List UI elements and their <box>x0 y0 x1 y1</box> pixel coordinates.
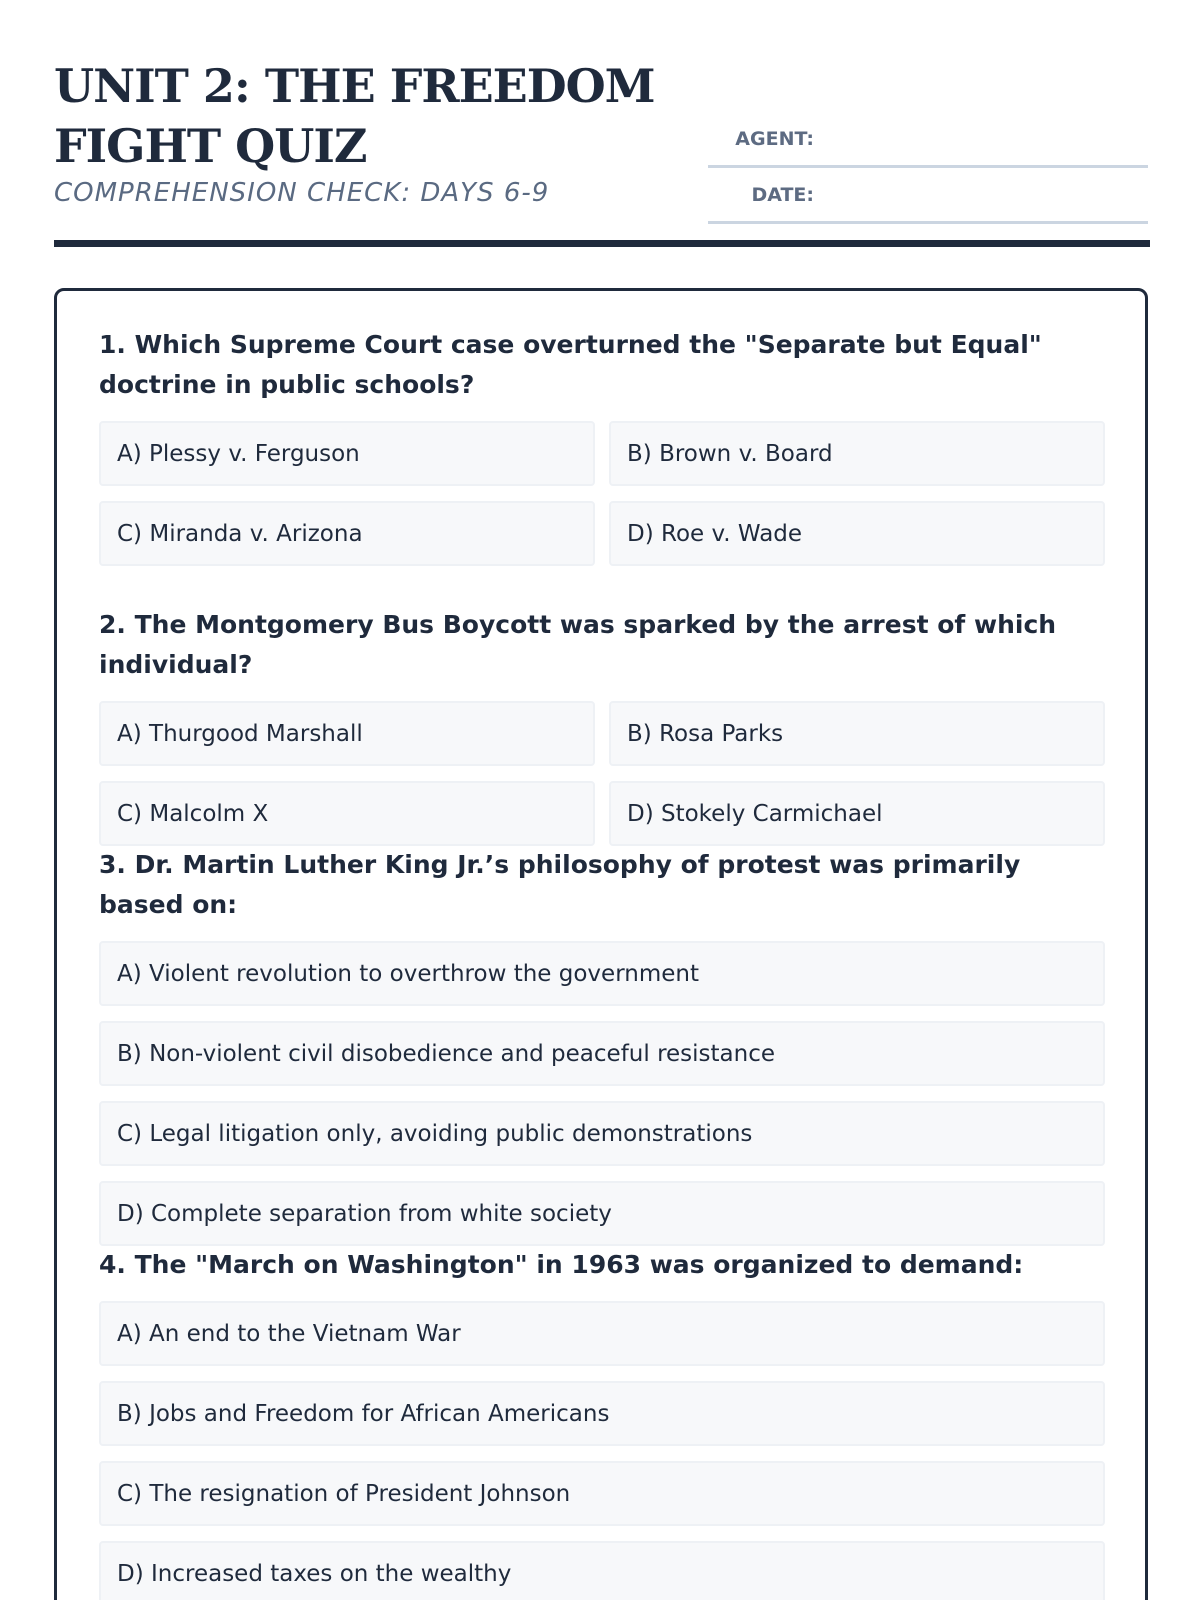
info-fields <box>708 112 1148 212</box>
answer-option[interactable]: B) Non-violent civil disobedience and peaceful resistance <box>99 1021 1105 1086</box>
answer-option[interactable]: C) Legal litigation only, avoiding public demonstrations <box>99 1101 1105 1166</box>
answer-option[interactable]: C) The resignation of President Johnson <box>99 1461 1105 1526</box>
answer-options <box>99 941 1103 1246</box>
question-text: 2. The Montgomery Bus Boycott was sparked by the arrest of which individual? <box>99 610 1057 679</box>
agent-label: AGENT: <box>735 128 814 150</box>
question-2 <box>99 605 1103 846</box>
agent-field[interactable] <box>708 112 1148 168</box>
question-text: 1. Which Supreme Court case overturned the "Separate but Equal" doctrine in public schools? <box>99 330 1042 399</box>
answer-options <box>99 1301 1103 1600</box>
answer-option[interactable]: B) Rosa Parks <box>609 701 1105 766</box>
question-3 <box>99 845 1103 1246</box>
answer-option[interactable]: A) Plessy v. Ferguson <box>99 421 595 486</box>
answer-option[interactable]: B) Brown v. Board <box>609 421 1105 486</box>
title-line-2: FIGHT QUIZ <box>54 119 367 173</box>
question-text: 4. The "March on Washington" in 1963 was organized to demand: <box>99 1250 1024 1279</box>
date-field[interactable] <box>708 168 1148 224</box>
answer-option[interactable]: D) Increased taxes on the wealthy <box>99 1541 1105 1600</box>
answer-option[interactable]: C) Malcolm X <box>99 781 595 846</box>
answer-option[interactable]: A) An end to the Vietnam War <box>99 1301 1105 1366</box>
answer-option[interactable]: A) Violent revolution to overthrow the government <box>99 941 1105 1006</box>
header-divider <box>54 240 1150 247</box>
answer-option[interactable]: C) Miranda v. Arizona <box>99 501 595 566</box>
answer-option[interactable]: D) Stokely Carmichael <box>609 781 1105 846</box>
question-text: 3. Dr. Martin Luther King Jr.’s philosophy of protest was primarily based on: <box>99 850 1021 919</box>
question-1 <box>99 325 1103 566</box>
answer-option[interactable]: D) Complete separation from white society <box>99 1181 1105 1246</box>
questions-card <box>54 288 1148 1600</box>
answer-options <box>99 421 1103 566</box>
date-label: DATE: <box>751 184 814 206</box>
answer-option[interactable]: A) Thurgood Marshall <box>99 701 595 766</box>
quiz-header <box>54 56 1148 246</box>
answer-option[interactable]: D) Roe v. Wade <box>609 501 1105 566</box>
answer-option[interactable]: B) Jobs and Freedom for African Americans <box>99 1381 1105 1446</box>
title-line-1: UNIT 2: THE FREEDOM <box>54 59 655 113</box>
question-4 <box>99 1245 1103 1600</box>
page-title <box>54 56 694 176</box>
page-subtitle: COMPREHENSION CHECK: DAYS 6-9 <box>54 178 550 208</box>
answer-options <box>99 701 1103 846</box>
